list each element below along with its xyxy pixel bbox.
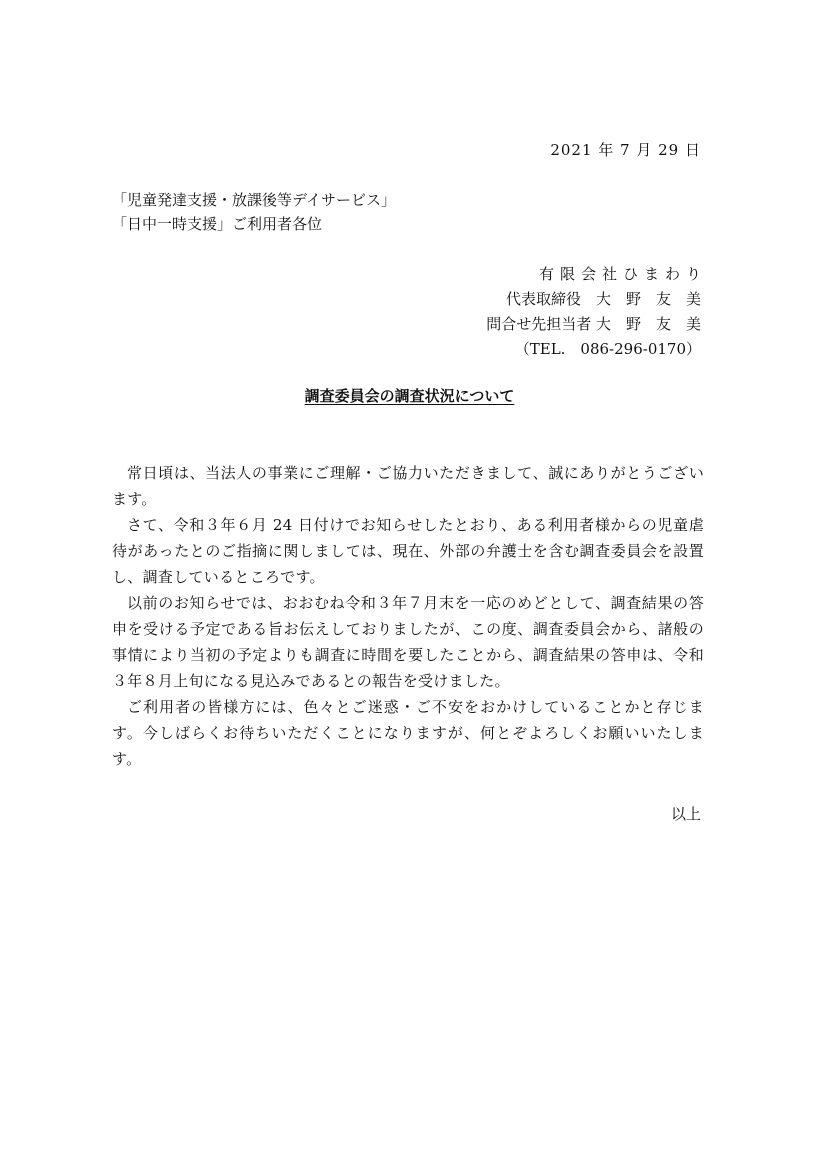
body-paragraph-3: 以前のお知らせでは、おおむね令和３年７月末を一応のめどとして、調査結果の答申を受ける予定である旨お伝えしておりましたが、この度、調査委員会から、諸般の事情により当初の予定よりも調査に時間を要したことから、調査結果の答申は、令和３年８月上旬になる見込みであるとの報告を受けました。 — [112, 594, 704, 690]
document-date: 2021 年 7 月 29 日 — [550, 141, 701, 159]
recipient-line-1: 「児童発達支援・放課後等デイサービス」 — [112, 191, 396, 209]
document-title-text: 調査委員会の調査状況について — [304, 387, 515, 405]
body-paragraph-4: ご利用者の皆様方には、色々とご迷惑・ご不安をおかけしていることかと存じます。今しばらくお待ちいただくことになりますが、何とぞよろしくお願いいたします。 — [112, 698, 704, 768]
sender-company: 有限会社ひまわり — [538, 265, 707, 283]
body-paragraph-1: 常日頃は、当法人の事業にご理解・ご協力いただきまして、誠にありがとうございます。 — [112, 464, 704, 508]
recipient-line-2: 「日中一時支援」ご利用者各位 — [112, 215, 323, 233]
sender-representative: 代表取締役 大 野 友 美 — [505, 290, 701, 308]
document-closing: 以上 — [670, 805, 701, 823]
document-body — [112, 460, 704, 772]
document-title — [0, 385, 819, 406]
sender-block — [486, 262, 707, 362]
sender-tel: （TEL. 086-296-0170） — [514, 340, 701, 358]
recipients-block — [112, 188, 396, 236]
body-paragraph-2: さて、令和３年６月 24 日付けでお知らせしたとおり、ある利用者様からの児童虐待があったとのご指摘に関しましては、現在、外部の弁護士を含む調査委員会を設置し、調査しているところです。 — [112, 516, 704, 586]
sender-contact: 問合せ先担当者 大 野 友 美 — [486, 315, 701, 333]
